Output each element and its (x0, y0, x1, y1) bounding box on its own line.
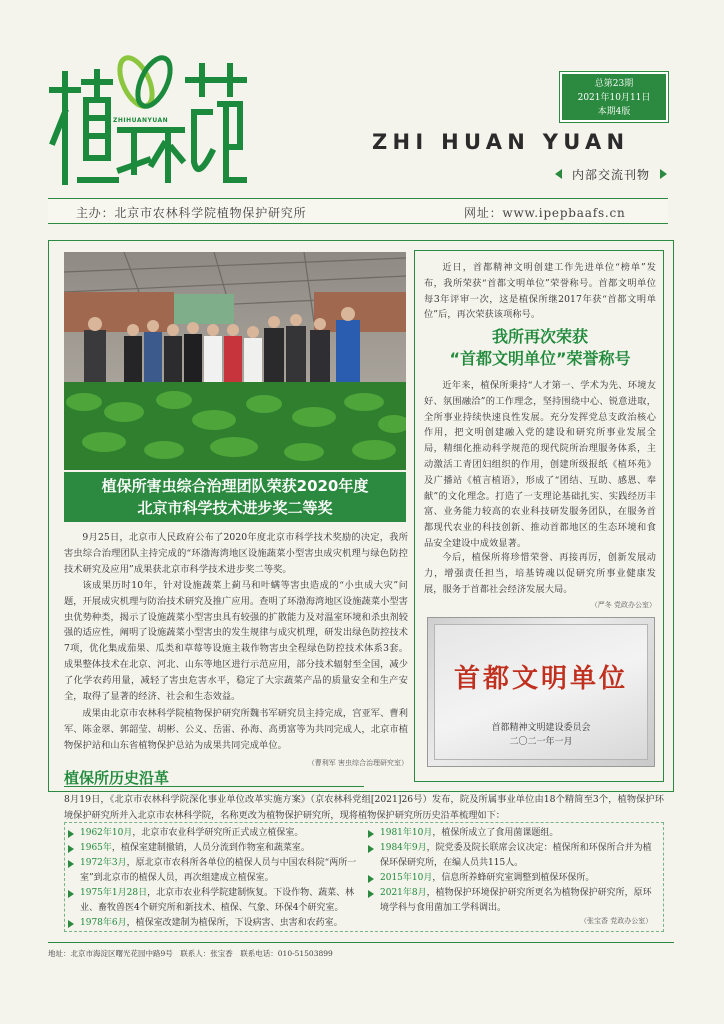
timeline-item: 1962年10月，北京市农业科学研究所正式成立植保室。 (68, 826, 364, 841)
triangle-bullet-icon (68, 845, 74, 853)
website-link[interactable]: 网址：www.ipepbaafs.cn (464, 206, 626, 220)
history-intro: 8月19日，《北京市农林科学院深化事业单位改革实施方案》（京农林科党组[2021]26号）发布，院及所属事业单位由18个精简至3个，植物保护环境保护研究所并入北京市农林科学院，名称更改为植物保护研究所，现将植物保护研究所历史沿革梳理如下： (64, 794, 664, 821)
timeline-item: 1975年1月28日，北京市农业科学院建制恢复。下设作物、蔬菜、林业、畜牧兽医4个研究所和新技术、植保、气象、环保4个研究室。 (68, 886, 364, 916)
article1-paragraph-2: 该成果历时10年，针对设施蔬菜上蓟马和叶螨等害虫造成的“小虫成大灾”问题，开展成灾机理与防治技术研究及推广应用。查明了环渤海湾地区设施蔬菜小型害虫优势种类，揭示了设施蔬菜小型害虫具有较强的扩散能力及对温室环境和杀虫剂较强的适应性，阐明了设施蔬菜小型害虫的发生规律与成灾机理，研发出绿色防控技术7项，优化集成茄果、瓜类和草莓等设施主栽作物害虫全程绿色防控技术体系3套。成果整体技术在北京、河北、山东等地区进行示范应用，部分技术辐射至全国，减少了化学农药用量，减轻了害虫危害水平，稳定了大宗蔬菜产品的质量安全和生产安全，取得了显著的经济、社会和生态效益。 (64, 580, 408, 702)
footer-contact: 地址：北京市海淀区曙光花园中路9号 联系人：张宝香 联系电话：010-51503899 (48, 949, 333, 958)
timeline-item: 1981年10月，植保所成立了食用菌课题组。 (368, 826, 660, 841)
leaf-emblem-icon (113, 53, 177, 111)
issue-pages: 本期4版 (597, 107, 631, 117)
article1-headline-line1: 植保所害虫综合治理团队荣获2020年度 (101, 477, 369, 495)
triangle-bullet-icon (68, 920, 74, 928)
host-organization: 主办：北京市农林科学院植物保护研究所 (76, 206, 307, 220)
timeline-item: 1965年，植保室建制撤销，人员分流到作物室和蔬菜室。 (68, 841, 364, 856)
footer-divider (48, 942, 674, 943)
history-signature: （张宝香 党政办公室） (580, 917, 653, 925)
sponsor-bar (48, 198, 668, 224)
history-divider (64, 786, 364, 787)
plaque-title: 首都文明单位 (453, 664, 628, 694)
triangle-bullet-icon (368, 830, 374, 838)
plaque-organization: 首都精神文明建设委员会 (491, 723, 591, 733)
triangle-bullet-icon (368, 890, 374, 898)
article2-paragraph-2: 今后，植保所将珍惜荣誉、再接再厉，创新发展动力，增强责任担当，培基铸魂以促研究所事业健康发展，服务于首都社会经济发展大局。 (424, 552, 656, 595)
timeline-item: 1978年6月，植保室改建制为植保所，下设病害、虫害和农药室。 (68, 916, 364, 931)
triangle-bullet-icon (368, 875, 374, 883)
civilization-award-plaque (427, 617, 655, 767)
plaque-date: 二〇二一年一月 (509, 737, 573, 747)
timeline-item: 1972年3月，原北京市农科所各单位的植保人员与中国农科院“两所一室”到北京市的植保人员，再次组建成立植保室。 (68, 856, 364, 886)
triangle-bullet-icon (68, 890, 74, 898)
issue-info-box (560, 72, 668, 122)
article2-intro: 近日，首都精神文明创建工作先进单位“榜单”发布，我所荣获“首都文明单位”荣誉称号。首都文明单位每3年评审一次，这是植保所继2017年获“首都文明单位”后，再次荣获该项称号。 (424, 262, 656, 321)
article2-headline-line1: 我所再次荣获 (491, 327, 588, 346)
article2-paragraph-1: 近年来，植保所秉持“人才第一、学术为先、环境友好、氛围融洽”的工作理念，坚持围绕中心、锐意进取，全所事业持续快速良性发展。充分发挥党总支政治核心作用，把文明创建融入党的建设和研究所事业发展全局，精细化推动科学规范的现代院所治理服务体系，主动激活工青团妇组织的作用，创建所级报纸《植环苑》及广播站《植言植语》，形成了“团结、互助、感恩、奉献”的文化理念。打造了一支理论基础扎实、实践经历丰富、业务能力较高的农业科技研发服务团队，在服务首都现代农业的科技创新、推动首都地区的生态环境和食品安全建设中成效显著。 (424, 380, 656, 549)
triangle-bullet-icon (68, 860, 74, 868)
timeline-item: 2021年8月，植物保护环境保护研究所更名为植物保护研究所，原环境学科与食用菌加工学科调出。 (368, 886, 660, 916)
issue-date: 2021年10月11日 (577, 93, 651, 103)
article1-paragraph-1: 9月25日，北京市人民政府公布了2020年度北京市科学技术奖励的决定，我所害虫综合治理团队主持完成的“环渤海湾地区设施蔬菜小型害虫成灾机理与绿色防控技术研究及应用”成果获北京市科学技术进步奖二等奖。 (64, 532, 408, 575)
article2-signature: （严冬 党政办公室） (590, 601, 656, 609)
article1-signature: （曹利军 害虫综合治理研究室） (307, 759, 408, 767)
article1-headline (64, 472, 406, 522)
article1-headline-line2: 北京市科学技术进步奖二等奖 (137, 499, 333, 517)
logo-subtitle: ZHIHUANYUAN (113, 117, 169, 124)
triangle-right-icon (660, 169, 667, 179)
triangle-bullet-icon (68, 830, 74, 838)
team-group-photo (64, 252, 406, 470)
triangle-bullet-icon (368, 845, 374, 853)
timeline-left-column (68, 826, 364, 931)
internal-publication-label: 内部交流刊物 (571, 168, 650, 182)
article2-headline-line2: “首都文明单位”荣誉称号 (449, 349, 631, 368)
history-heading: 植保所历史沿革 (64, 769, 170, 787)
timeline-item: 1984年9月，院党委及院长联席会议决定：植保所和环保所合并为植保环保研究所，在编人员共115人。 (368, 841, 660, 871)
masthead-pinyin: ZHI HUAN YUAN (372, 130, 630, 154)
article1-paragraph-3: 成果由北京市农林科学院植物保护研究所魏书军研究员主持完成，宫亚军、曹利军、陈金翠、郭韶莹、胡彬、公义、岳雷、孙海、高勇富等为共同完成人，北京市植物保护站和山东省植物保护总站为成果共同完成单位。 (64, 708, 408, 751)
issue-number: 总第23期 (594, 79, 634, 89)
timeline-item: 2015年10月，信息所养蜂研究室调整到植保环保所。 (368, 871, 660, 886)
timeline-right-column (368, 826, 660, 916)
article2-headline (424, 326, 656, 370)
